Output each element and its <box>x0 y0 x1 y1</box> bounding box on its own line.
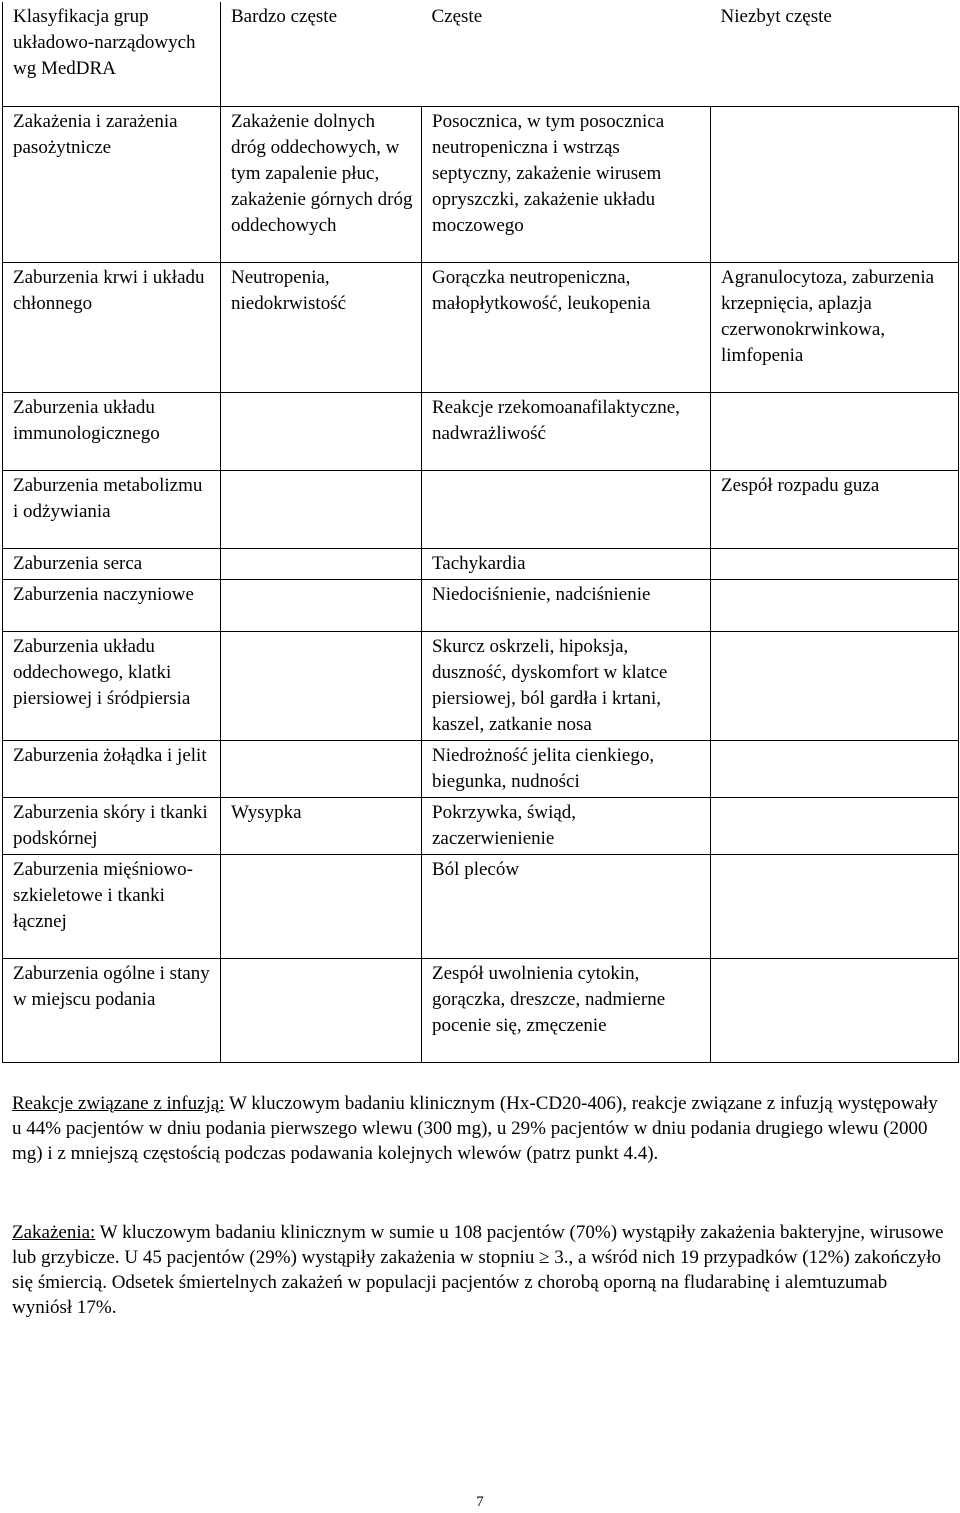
very-common-cell <box>221 392 422 470</box>
table-row <box>3 548 959 579</box>
infusion-reactions-paragraph <box>12 1091 947 1166</box>
soc-cell: Zaburzenia naczyniowe <box>3 579 221 631</box>
very-common-cell <box>221 740 422 797</box>
common-cell: Posocznica, w tym posocznica neutropeniczna i wstrząs septyczny, zakażenie wirusem opryszczki, zakażenie układu moczowego <box>422 106 711 262</box>
table-row <box>3 854 959 958</box>
uncommon-cell <box>711 854 959 958</box>
very-common-cell <box>221 470 422 548</box>
very-common-cell <box>221 548 422 579</box>
infections-paragraph <box>12 1220 947 1320</box>
uncommon-cell: Agranulocytoza, zaburzenia krzepnięcia, aplazja czerwonokrwinkowa, limfopenia <box>711 262 959 392</box>
uncommon-cell <box>711 548 959 579</box>
table-row <box>3 797 959 854</box>
uncommon-cell <box>711 740 959 797</box>
soc-cell: Zaburzenia krwi i układu chłonnego <box>3 262 221 392</box>
uncommon-cell <box>711 392 959 470</box>
uncommon-cell <box>711 958 959 1062</box>
uncommon-cell <box>711 579 959 631</box>
common-cell: Ból pleców <box>422 854 711 958</box>
common-cell: Pokrzywka, świąd, zaczerwienienie <box>422 797 711 854</box>
table-row <box>3 392 959 470</box>
soc-cell: Zaburzenia metabolizmu i odżywiania <box>3 470 221 548</box>
soc-cell: Zakażenia i zarażenia pasożytnicze <box>3 106 221 262</box>
soc-cell: Zaburzenia ogólne i stany w miejscu podania <box>3 958 221 1062</box>
soc-cell: Zaburzenia skóry i tkanki podskórnej <box>3 797 221 854</box>
infusion-reactions-text: W kluczowym badaniu klinicznym (Hx-CD20-406), reakcje związane z infuzją występowały u 44% pacjentów w dniu podania pierwszego wlewu (300 mg), u 29% pacjentów w dniu podania drugiego wlewu (2000 mg) i z mniejszą częstością podczas podawania kolejnych wlewów (patrz punkt 4.4). <box>12 1093 938 1164</box>
soc-cell: Zaburzenia układu immunologicznego <box>3 392 221 470</box>
page-number: 7 <box>476 1494 484 1510</box>
common-cell: Gorączka neutropeniczna, małopłytkowość, leukopenia <box>422 262 711 392</box>
very-common-cell <box>221 958 422 1062</box>
common-cell: Skurcz oskrzeli, hipoksja, duszność, dyskomfort w klatce piersiowej, ból gardła i krtani, kaszel, zatkanie nosa <box>422 631 711 740</box>
uncommon-cell <box>711 631 959 740</box>
table-row <box>3 958 959 1062</box>
common-cell: Tachykardia <box>422 548 711 579</box>
very-common-cell: Wysypka <box>221 797 422 854</box>
very-common-cell: Neutropenia, niedokrwistość <box>221 262 422 392</box>
soc-cell: Zaburzenia mięśniowo-szkieletowe i tkanki łącznej <box>3 854 221 958</box>
very-common-cell <box>221 631 422 740</box>
uncommon-cell <box>711 106 959 262</box>
header-very-common: Bardzo częste <box>221 2 422 106</box>
common-cell: Niedrożność jelita cienkiego, biegunka, nudności <box>422 740 711 797</box>
common-cell: Reakcje rzekomoanafilaktyczne, nadwrażliwość <box>422 392 711 470</box>
table-row <box>3 470 959 548</box>
table-row <box>3 106 959 262</box>
table-row <box>3 579 959 631</box>
soc-cell: Zaburzenia układu oddechowego, klatki piersiowej i śródpiersia <box>3 631 221 740</box>
common-cell <box>422 470 711 548</box>
header-uncommon: Niezbyt częste <box>711 2 959 106</box>
soc-cell: Zaburzenia żołądka i jelit <box>3 740 221 797</box>
soc-cell: Zaburzenia serca <box>3 548 221 579</box>
table-header-row <box>3 2 959 106</box>
infections-label: Zakażenia: <box>12 1222 96 1243</box>
very-common-cell <box>221 854 422 958</box>
infusion-reactions-label: Reakcje związane z infuzją: <box>12 1093 225 1114</box>
adverse-reactions-table <box>2 2 959 1063</box>
table-row <box>3 262 959 392</box>
table-row <box>3 631 959 740</box>
uncommon-cell: Zespół rozpadu guza <box>711 470 959 548</box>
header-soc: Klasyfikacja grup układowo-narządowych wg MedDRA <box>3 2 221 106</box>
common-cell: Zespół uwolnienia cytokin, gorączka, dreszcze, nadmierne pocenie się, zmęczenie <box>422 958 711 1062</box>
very-common-cell <box>221 579 422 631</box>
table-row <box>3 740 959 797</box>
header-common: Częste <box>422 2 711 106</box>
common-cell: Niedociśnienie, nadciśnienie <box>422 579 711 631</box>
infections-text: W kluczowym badaniu klinicznym w sumie u 108 pacjentów (70%) wystąpiły zakażenia bakteryjne, wirusowe lub grzybicze. U 45 pacjentów (29%) wystąpiły zakażenia w stopniu ≥ 3., a wśród nich 19 przypadków (12%) zakończyło się śmiercią. Odsetek śmiertelnych zakażeń w populacji pacjentów z chorobą oporną na fludarabinę i alemtuzumab wyniósł 17%. <box>12 1222 944 1318</box>
uncommon-cell <box>711 797 959 854</box>
very-common-cell: Zakażenie dolnych dróg oddechowych, w tym zapalenie płuc, zakażenie górnych dróg oddechowych <box>221 106 422 262</box>
